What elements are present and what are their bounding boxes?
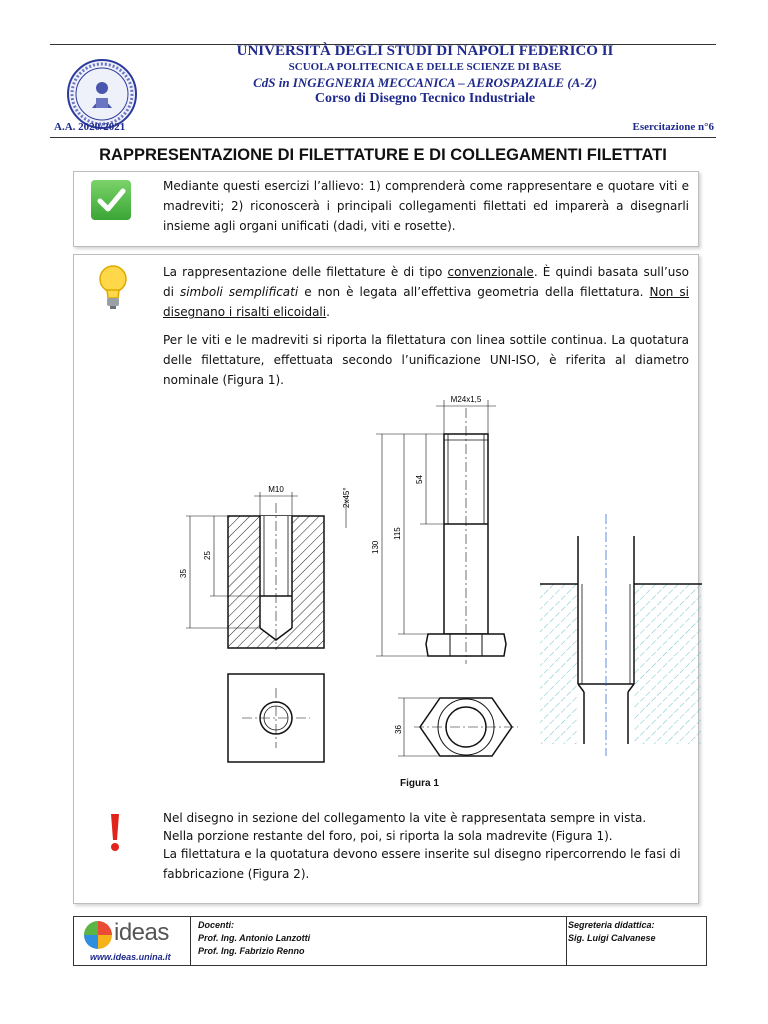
blind-hole-section	[186, 492, 346, 650]
university-seal-icon	[66, 58, 138, 130]
docenti-label: Docenti:	[198, 920, 234, 930]
university-name: UNIVERSITÀ DEGLI STUDI DI NAPOLI FEDERICO II	[236, 43, 614, 59]
dim-m24: M24x1,5	[450, 395, 482, 404]
ideas-logo-text: ideas	[114, 919, 169, 946]
website-link[interactable]: www.ideas.unina.it	[90, 952, 171, 962]
footer-separator-2	[566, 917, 567, 965]
objectives-text: Mediante questi esercizi l’allievo: 1) comprenderà come rappresentare e quotare viti e madreviti; 2) riconoscerà i principali collegamenti filettati ed imparerà a disegnarli insieme agli organi unificati (dadi, viti e rosette).	[163, 179, 689, 233]
dim-35: 35	[179, 569, 188, 578]
page-title: RAPPRESENTAZIONE DI FILETTATURE E DI COLLEGAMENTI FILETTATI	[99, 146, 667, 164]
info-p1-underline-2: Non si disegnano i risalti elicoidali	[163, 285, 689, 319]
dim-25: 25	[203, 551, 212, 560]
cds-name: CdS in INGEGNERIA MECCANICA – AEROSPAZIALE (A-Z)	[253, 75, 597, 90]
header-bottom-rule	[50, 137, 716, 138]
school-name: SCUOLA POLITECNICA E DELLE SCIENZE DI BASE	[288, 61, 562, 73]
info-p1-underline-1: convenzionale	[447, 265, 534, 279]
checkmark-icon	[91, 180, 131, 220]
ideas-logo-icon	[84, 921, 112, 949]
page-footer	[73, 916, 707, 966]
info-paragraph-1	[163, 262, 689, 322]
segreteria-name: Sig. Luigi Calvanese	[568, 933, 656, 943]
dim-130: 130	[371, 540, 380, 554]
docente-2: Prof. Ing. Fabrizio Renno	[198, 946, 305, 956]
info-p1-b: . È quindi basata sull’uso di	[163, 265, 689, 299]
dim-115: 115	[393, 527, 402, 540]
info-p1-c: e non è legata all’effettiva geometria della filettatura.	[298, 285, 650, 299]
dim-chamfer: 2x45°	[342, 487, 351, 508]
segreteria-label: Segreteria didattica:	[568, 920, 655, 930]
academic-year: A.A. 2020/2021	[54, 121, 126, 133]
figure-1-drawing	[150, 388, 710, 778]
info-p1-italic: simboli semplificati	[179, 285, 299, 299]
blind-hole-top-view	[228, 674, 324, 762]
exclamation-icon	[108, 812, 122, 852]
footer-separator-1	[190, 917, 191, 965]
course-name: Corso di Disegno Tecnico Industriale	[314, 91, 536, 106]
warning-line-3: La filettatura e la quotatura devono essere inserite sul disegno ripercorrendo le fasi di fabbricazione (Figura 2).	[163, 847, 681, 881]
bolt-hex-view	[398, 698, 518, 756]
figure-1-caption: Figura 1	[400, 778, 439, 789]
screwed-connection-section	[540, 514, 702, 756]
warning-line-2: Nella porzione restante del foro, poi, si riporta la sola madrevite (Figura 1).	[163, 829, 613, 843]
dim-54: 54	[415, 475, 424, 484]
dim-36: 36	[394, 725, 403, 734]
info-paragraph-2: Per le viti e le madreviti si riporta la filettatura con linea sottile continua. La quotatura delle filettature, effettuata secondo l’unificazione UNI-ISO, è riferita al diametro nominale (Figura 1).	[163, 333, 689, 387]
docente-1: Prof. Ing. Antonio Lanzotti	[198, 933, 311, 943]
warning-line-1: Nel disegno in sezione del collegamento la vite è rappresentata sempre in vista.	[163, 811, 647, 825]
exercise-number: Esercitazione n°6	[632, 121, 714, 133]
info-p1-d: .	[326, 305, 330, 319]
dim-m10: M10	[268, 485, 284, 494]
lightbulb-icon	[95, 262, 131, 312]
info-p1-a: La rappresentazione delle filettature è di tipo	[163, 265, 448, 279]
